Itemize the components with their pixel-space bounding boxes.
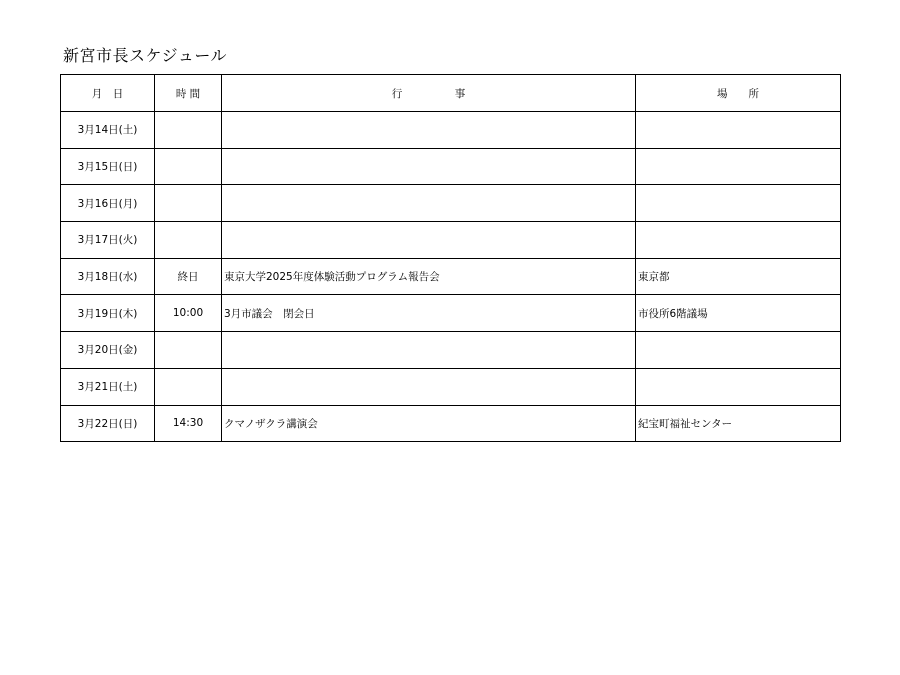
cell-event (222, 185, 636, 222)
table-header-row (61, 75, 841, 112)
table-row (61, 368, 841, 405)
cell-date: 3月19日(木) (61, 295, 155, 332)
cell-place: 東京都 (636, 258, 841, 295)
cell-event: クマノザクラ講演会 (222, 405, 636, 442)
cell-time (155, 112, 222, 149)
cell-place (636, 185, 841, 222)
cell-event (222, 112, 636, 149)
cell-time (155, 185, 222, 222)
schedule-table (60, 74, 841, 442)
cell-place (636, 112, 841, 149)
cell-place: 市役所6階議場 (636, 295, 841, 332)
cell-time (155, 332, 222, 369)
header-time: 時 間 (155, 75, 222, 112)
cell-time: 10:00 (155, 295, 222, 332)
cell-event: 3月市議会 閉会日 (222, 295, 636, 332)
cell-event (222, 148, 636, 185)
cell-event (222, 222, 636, 259)
cell-time (155, 368, 222, 405)
table-row (61, 185, 841, 222)
cell-time (155, 222, 222, 259)
cell-date: 3月14日(土) (61, 112, 155, 149)
table-row (61, 295, 841, 332)
table-row (61, 148, 841, 185)
cell-event: 東京大学2025年度体験活動プログラム報告会 (222, 258, 636, 295)
cell-date: 3月17日(火) (61, 222, 155, 259)
table-row (61, 332, 841, 369)
table-row (61, 222, 841, 259)
cell-time: 14:30 (155, 405, 222, 442)
header-event: 行 事 (222, 75, 636, 112)
header-place: 場 所 (636, 75, 841, 112)
cell-time (155, 148, 222, 185)
cell-place (636, 222, 841, 259)
cell-place (636, 368, 841, 405)
header-date: 月 日 (61, 75, 155, 112)
cell-date: 3月21日(土) (61, 368, 155, 405)
cell-place: 紀宝町福祉センター (636, 405, 841, 442)
cell-event (222, 332, 636, 369)
page-title: 新宮市長スケジュール (63, 46, 228, 65)
cell-date: 3月20日(金) (61, 332, 155, 369)
table-row (61, 112, 841, 149)
table-row (61, 258, 841, 295)
cell-place (636, 148, 841, 185)
cell-date: 3月22日(日) (61, 405, 155, 442)
cell-date: 3月16日(月) (61, 185, 155, 222)
cell-event (222, 368, 636, 405)
table-row (61, 405, 841, 442)
cell-date: 3月15日(日) (61, 148, 155, 185)
cell-time: 終日 (155, 258, 222, 295)
cell-date: 3月18日(水) (61, 258, 155, 295)
cell-place (636, 332, 841, 369)
